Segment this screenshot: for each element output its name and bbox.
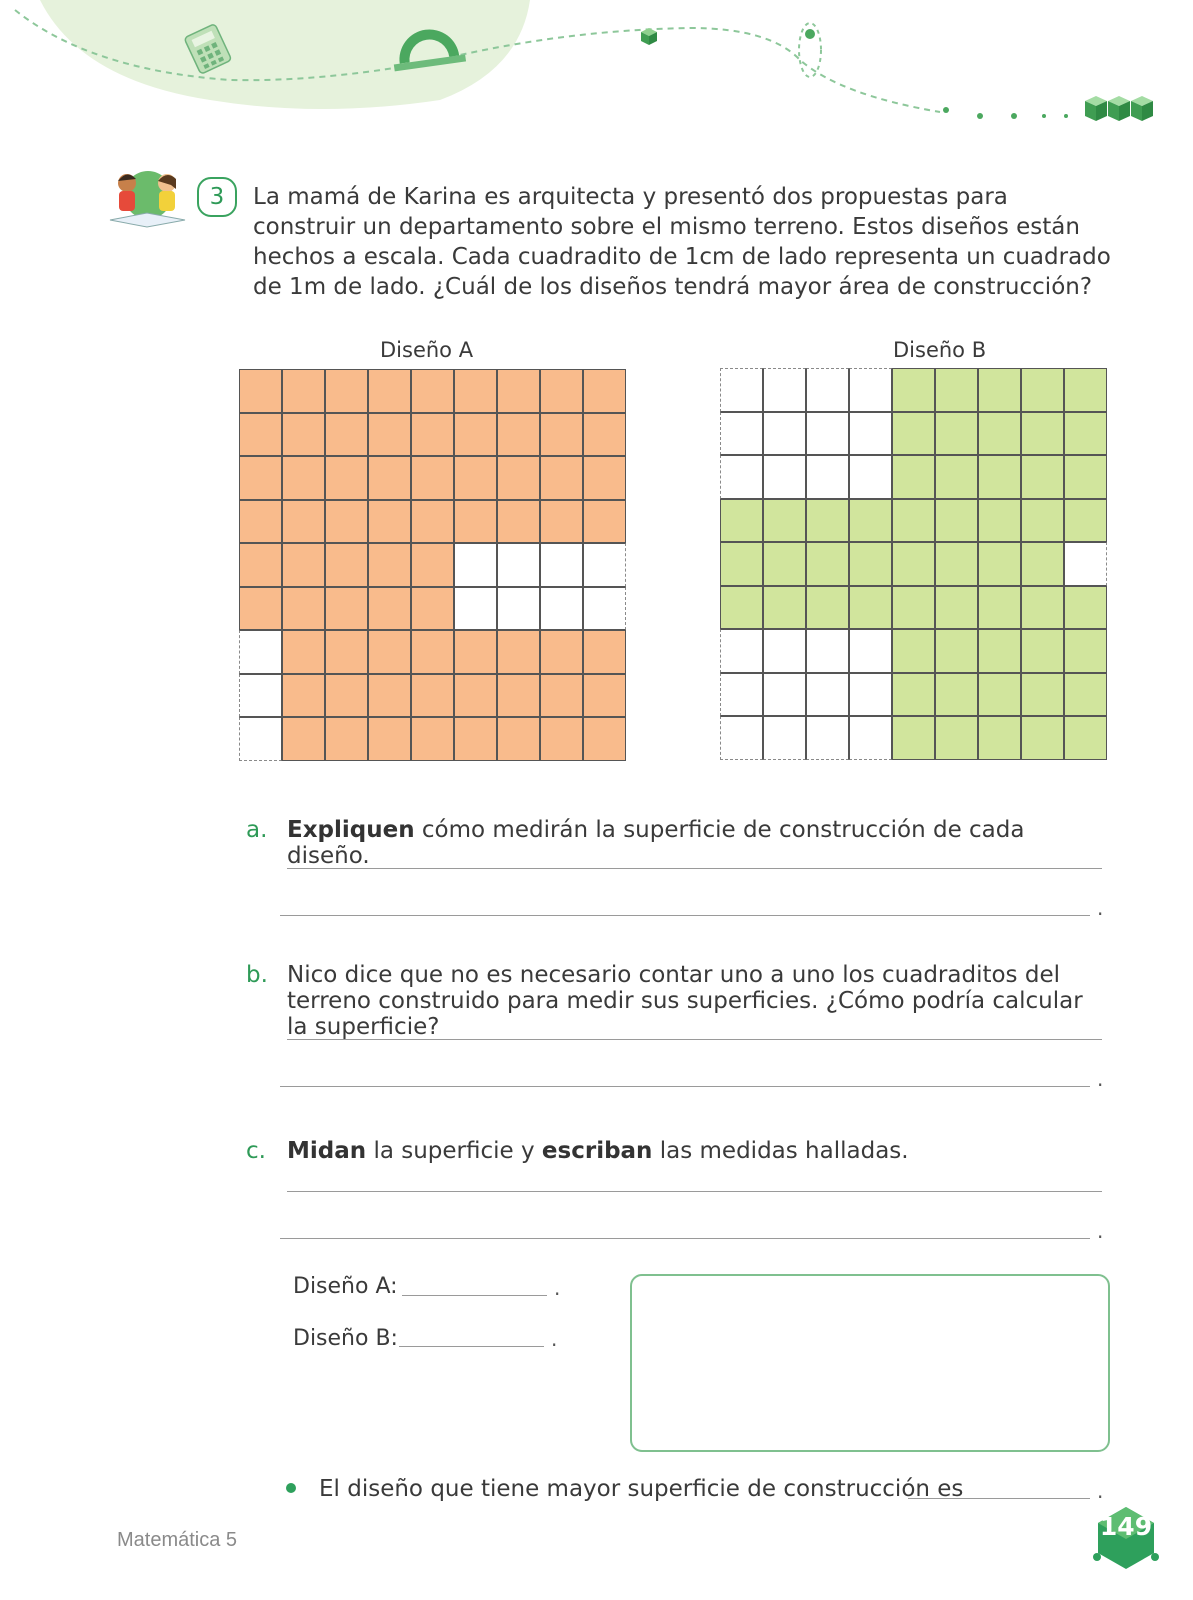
grid-cell (892, 542, 935, 586)
grid-cell (282, 630, 325, 674)
design-a-label: Diseño A (380, 338, 474, 362)
grid-cell (763, 368, 806, 412)
grid-cell (935, 368, 978, 412)
design-a-grid (239, 369, 626, 761)
grid-cell (978, 542, 1021, 586)
grid-cell (497, 413, 540, 457)
grid-cell (892, 412, 935, 456)
grid-cell (497, 500, 540, 544)
grid-cell (1064, 586, 1107, 630)
grid-cell (935, 455, 978, 499)
design-b-answer-line[interactable] (399, 1346, 544, 1347)
grid-cell (892, 673, 935, 717)
grid-cell (583, 543, 626, 587)
grid-cell (978, 455, 1021, 499)
grid-cell (763, 542, 806, 586)
grid-cell (282, 717, 325, 761)
grid-cell (325, 630, 368, 674)
grid-cell (540, 674, 583, 718)
conclusion-text: El diseño que tiene mayor superficie de construcción es (319, 1476, 964, 1502)
grid-cell (935, 586, 978, 630)
grid-cell (849, 673, 892, 717)
grid-cell (583, 456, 626, 500)
grid-cell (935, 629, 978, 673)
grid-cell (239, 500, 282, 544)
grid-cell (325, 674, 368, 718)
grid-cell (849, 412, 892, 456)
grid-cell (282, 413, 325, 457)
grid-cell (849, 499, 892, 543)
grid-cell (454, 500, 497, 544)
grid-cell (583, 500, 626, 544)
grid-cell (540, 456, 583, 500)
grid-cell (763, 499, 806, 543)
grid-cell (497, 543, 540, 587)
grid-cell (282, 500, 325, 544)
grid-cell (763, 586, 806, 630)
grid-cell (978, 586, 1021, 630)
grid-cell (806, 412, 849, 456)
grid-cell (978, 673, 1021, 717)
grid-cell (1021, 629, 1064, 673)
grid-cell (497, 717, 540, 761)
grid-cell (1021, 673, 1064, 717)
grid-cell (325, 369, 368, 413)
grid-cell (454, 587, 497, 631)
answer-line-a2-period: . (1097, 896, 1104, 920)
grid-cell (1064, 368, 1107, 412)
grid-cell (978, 629, 1021, 673)
grid-cell (935, 412, 978, 456)
grid-cell (720, 455, 763, 499)
grid-cell (411, 587, 454, 631)
grid-cell (763, 629, 806, 673)
question-c-verb2: escriban (541, 1138, 653, 1164)
grid-cell (411, 674, 454, 718)
grid-cell (239, 413, 282, 457)
conclusion-answer-line[interactable] (908, 1498, 1090, 1499)
grid-cell (540, 369, 583, 413)
grid-cell (325, 456, 368, 500)
grid-cell (540, 413, 583, 457)
grid-cell (325, 717, 368, 761)
exercise-prompt: La mamá de Karina es arquitecta y presentó dos propuestas para construir un departamento sobre el mismo terreno. Estos diseños están hechos a escala. Cada cuadradito de 1cm de lado representa un cuadrado de 1m de lado. ¿Cuál de los diseños tendrá mayor área de construcción? (253, 184, 1111, 300)
question-b-text: Nico dice que no es necesario contar uno a uno los cuadraditos del terreno construido para medir sus superficies. ¿Cómo podría calcular la superficie? (287, 962, 1083, 1040)
grid-cell (720, 368, 763, 412)
question-c-text (287, 1138, 1107, 1164)
page-number: 149 (1099, 1512, 1153, 1541)
grid-cell (720, 412, 763, 456)
grid-cell (368, 413, 411, 457)
grid-cell (454, 543, 497, 587)
grid-cell (720, 629, 763, 673)
grid-cell (1064, 455, 1107, 499)
answer-line-a2[interactable] (280, 915, 1090, 916)
grid-cell (935, 499, 978, 543)
grid-cell (239, 456, 282, 500)
grid-cell (497, 456, 540, 500)
grid-cell (806, 542, 849, 586)
grid-cell (1021, 542, 1064, 586)
grid-cell (1064, 629, 1107, 673)
grid-cell (497, 369, 540, 413)
grid-cell (1021, 455, 1064, 499)
grid-cell (282, 369, 325, 413)
answer-line-a1[interactable] (287, 868, 1102, 869)
answer-line-c2[interactable] (280, 1238, 1090, 1239)
grid-cell (454, 456, 497, 500)
grid-cell (540, 587, 583, 631)
grid-cell (368, 674, 411, 718)
grid-cell (892, 368, 935, 412)
question-a-verb: Expliquen (287, 817, 415, 843)
grid-cell (849, 455, 892, 499)
grid-cell (454, 717, 497, 761)
work-box[interactable] (630, 1274, 1110, 1452)
grid-cell (411, 717, 454, 761)
grid-cell (892, 586, 935, 630)
grid-cell (1021, 368, 1064, 412)
grid-cell (763, 673, 806, 717)
grid-cell (497, 630, 540, 674)
grid-cell (583, 674, 626, 718)
answer-line-b1[interactable] (287, 1039, 1102, 1040)
grid-cell (583, 630, 626, 674)
grid-cell (540, 717, 583, 761)
grid-cell (1021, 716, 1064, 760)
grid-cell (368, 543, 411, 587)
children-reading-icon (105, 165, 190, 230)
grid-cell (1021, 499, 1064, 543)
exercise-number-badge: 3 (197, 177, 237, 217)
grid-cell (540, 543, 583, 587)
grid-cell (454, 630, 497, 674)
grid-cell (583, 369, 626, 413)
grid-cell (720, 716, 763, 760)
grid-cell (978, 412, 1021, 456)
grid-cell (720, 542, 763, 586)
grid-cell (282, 456, 325, 500)
grid-cell (806, 586, 849, 630)
grid-cell (806, 455, 849, 499)
grid-cell (720, 499, 763, 543)
grid-cell (368, 456, 411, 500)
answer-line-c2-period: . (1097, 1219, 1104, 1243)
grid-cell (239, 543, 282, 587)
question-a-letter: a. (246, 817, 268, 843)
grid-cell (935, 673, 978, 717)
design-a-field-label: Diseño A: (293, 1274, 398, 1299)
grid-cell (368, 369, 411, 413)
grid-cell (325, 500, 368, 544)
question-b-letter: b. (246, 962, 268, 988)
grid-cell (583, 587, 626, 631)
question-c-part2: las medidas halladas. (652, 1138, 909, 1164)
grid-cell (763, 455, 806, 499)
question-a-text (287, 817, 1107, 869)
grid-cell (239, 717, 282, 761)
grid-cell (411, 630, 454, 674)
design-a-period: . (554, 1276, 561, 1300)
grid-cell (1064, 412, 1107, 456)
grid-cell (806, 716, 849, 760)
grid-cell (454, 369, 497, 413)
answer-line-b2-period: . (1097, 1067, 1104, 1091)
grid-cell (849, 629, 892, 673)
grid-cell (411, 543, 454, 587)
grid-cell (892, 629, 935, 673)
grid-cell (368, 717, 411, 761)
grid-cell (454, 674, 497, 718)
grid-cell (935, 716, 978, 760)
footer-book-title: Matemática 5 (117, 1529, 238, 1551)
grid-cell (239, 674, 282, 718)
design-b-period: . (551, 1327, 558, 1351)
question-c-verb1: Midan (287, 1138, 367, 1164)
grid-cell (239, 587, 282, 631)
header-decoration (0, 0, 1193, 140)
grid-cell (411, 369, 454, 413)
grid-cell (583, 413, 626, 457)
grid-cell (411, 500, 454, 544)
grid-cell (806, 499, 849, 543)
grid-cell (849, 542, 892, 586)
grid-cell (411, 456, 454, 500)
grid-cell (497, 674, 540, 718)
grid-cell (1064, 499, 1107, 543)
grid-cell (1064, 542, 1107, 586)
grid-cell (239, 630, 282, 674)
grid-cell (1064, 716, 1107, 760)
grid-cell (892, 716, 935, 760)
grid-cell (239, 369, 282, 413)
answer-line-b2[interactable] (280, 1086, 1090, 1087)
grid-cell (282, 587, 325, 631)
grid-cell (497, 587, 540, 631)
grid-cell (540, 500, 583, 544)
grid-cell (454, 413, 497, 457)
design-b-grid (720, 368, 1107, 760)
grid-cell (540, 630, 583, 674)
grid-cell (978, 499, 1021, 543)
grid-cell (368, 630, 411, 674)
grid-cell (978, 368, 1021, 412)
grid-cell (325, 543, 368, 587)
grid-cell (849, 716, 892, 760)
grid-cell (282, 674, 325, 718)
conclusion-period: . (1097, 1479, 1104, 1503)
grid-cell (849, 586, 892, 630)
grid-cell (978, 716, 1021, 760)
design-b-field-label: Diseño B: (293, 1326, 398, 1351)
question-a-rest: cómo medirán la superficie de construcción de cada diseño. (287, 817, 1025, 869)
grid-cell (806, 629, 849, 673)
design-a-answer-line[interactable] (402, 1295, 547, 1296)
question-c-part1: la superficie y (366, 1138, 542, 1164)
question-c-letter: c. (246, 1138, 266, 1164)
grid-cell (368, 500, 411, 544)
grid-cell (411, 413, 454, 457)
grid-cell (763, 716, 806, 760)
grid-cell (1064, 673, 1107, 717)
grid-cell (368, 587, 411, 631)
grid-cell (849, 368, 892, 412)
grid-cell (325, 587, 368, 631)
cubes-icon (1085, 96, 1153, 121)
cube-icon (641, 28, 657, 45)
design-b-label: Diseño B (893, 338, 987, 362)
grid-cell (583, 717, 626, 761)
grid-cell (282, 543, 325, 587)
conclusion-bullet (286, 1483, 296, 1493)
grid-cell (1021, 586, 1064, 630)
grid-cell (720, 673, 763, 717)
grid-cell (806, 673, 849, 717)
grid-cell (1021, 412, 1064, 456)
grid-cell (935, 542, 978, 586)
grid-cell (892, 455, 935, 499)
answer-line-c1[interactable] (287, 1191, 1102, 1192)
grid-cell (720, 586, 763, 630)
grid-cell (325, 413, 368, 457)
grid-cell (763, 412, 806, 456)
grid-cell (806, 368, 849, 412)
grid-cell (892, 499, 935, 543)
